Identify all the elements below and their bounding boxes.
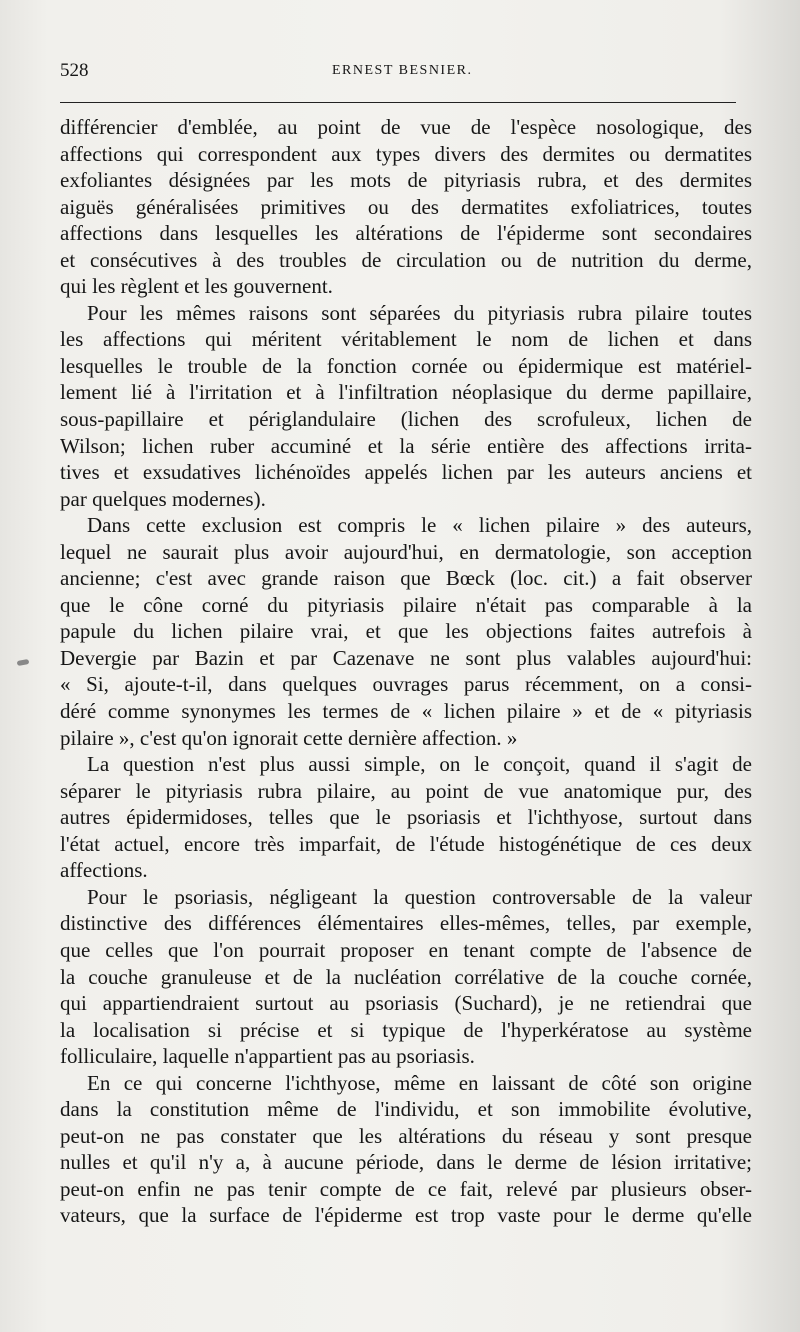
text-line: papule du lichen pilaire vrai, et que les objections faites autrefois à: [60, 619, 752, 644]
text-line: pilaire », c'est qu'on ignorait cette dernière affection. »: [60, 725, 518, 750]
text-line: la localisation si précise et si typique de l'hyperkératose au système: [60, 1017, 752, 1042]
text-line: qui appartiendraient surtout au psoriasis (Suchard), je ne retiendrai que: [60, 991, 752, 1016]
text-line: et consécutives à des troubles de circulation ou de nutrition du derme,: [60, 247, 752, 272]
running-head: ERNEST BESNIER.: [332, 63, 473, 78]
text-line: La question n'est plus aussi simple, on le conçoit, quand il s'agit de: [87, 752, 752, 777]
text-line: Pour le psoriasis, négligeant la question controversable de la valeur: [87, 884, 752, 909]
text-line: exfoliantes désignées par les mots de pityriasis rubra, et des dermites: [60, 168, 752, 193]
text-line: distinctive des différences élémentaires elles-mêmes, telles, par exemple,: [60, 911, 752, 936]
text-line: l'état actuel, encore très imparfait, de l'étude histogénétique de ces deux: [60, 831, 752, 856]
page-number: 528: [60, 60, 89, 81]
text-line: « Si, ajoute-t-il, dans quelques ouvrages parus récemment, on a consi-: [60, 672, 752, 697]
text-line: peut-on ne pas constater que les altérations du réseau y sont presque: [60, 1123, 752, 1148]
text-line: que celles que l'on pourrait proposer en tenant compte de l'absence de: [60, 937, 752, 962]
text-line: nulles et qu'il n'y a, à aucune période, dans le derme de lésion irritative;: [60, 1150, 752, 1175]
text-line: les affections qui méritent véritablement le nom de lichen et dans: [60, 327, 752, 352]
text-line: déré comme synonymes les termes de « lichen pilaire » et de « pityriasis: [60, 699, 752, 724]
header-rule: [60, 102, 736, 103]
text-line: séparer le pityriasis rubra pilaire, au point de vue anatomique pur, des: [60, 778, 752, 803]
text-line: lequel ne saurait plus avoir aujourd'hui, en dermatologie, son acception: [60, 539, 752, 564]
text-line: Wilson; lichen ruber accuminé et la série entière des affections irrita-: [60, 433, 752, 458]
text-line: Pour les mêmes raisons sont séparées du pityriasis rubra pilaire toutes: [87, 300, 752, 325]
text-line: sous-papillaire et périglandulaire (lichen des scrofuleux, lichen de: [60, 407, 752, 432]
text-line: par quelques modernes).: [60, 486, 266, 511]
text-line: Devergie par Bazin et par Cazenave ne sont plus valables aujourd'hui:: [60, 645, 752, 670]
text-line: la couche granuleuse et de la nucléation corrélative de la couche cornée,: [60, 964, 752, 989]
text-line: différencier d'emblée, au point de vue de l'espèce nosologique, des: [60, 115, 752, 139]
text-line: En ce qui concerne l'ichthyose, même en laissant de côté son origine: [87, 1070, 752, 1095]
text-line: que le cône corné du pityriasis pilaire n'était pas comparable à la: [60, 592, 752, 617]
text-line: affections qui correspondent aux types divers des dermites ou dermatites: [60, 141, 752, 166]
text-line: autres épidermidoses, telles que le psoriasis et l'ichthyose, surtout dans: [60, 805, 752, 830]
text-line: affections dans lesquelles les altérations de l'épiderme sont secondaires: [60, 221, 752, 246]
text-line: tives et exsudatives lichénoïdes appelés lichen par les auteurs anciens et: [60, 460, 752, 485]
text-line: ancienne; c'est avec grande raison que Bœck (loc. cit.) a fait observer: [60, 566, 752, 591]
text-line: peut-on enfin ne pas tenir compte de ce fait, relevé par plusieurs obser-: [60, 1176, 752, 1201]
text-line: affections.: [60, 858, 148, 883]
body-text: [60, 114, 752, 1229]
text-line: lement lié à l'irritation et à l'infiltration néoplasique du derme papillaire,: [60, 380, 752, 405]
text-line: lesquelles le trouble de la fonction cornée ou épidermique est matériel-: [60, 353, 752, 378]
text-line: folliculaire, laquelle n'appartient pas au psoriasis.: [60, 1044, 475, 1069]
text-line: qui les règlent et les gouvernent.: [60, 274, 333, 299]
margin-ink-mark: [17, 659, 30, 666]
text-line: dans la constitution même de l'individu, et son immobilite évolutive,: [60, 1097, 752, 1122]
text-line: aiguës généralisées primitives ou des dermatites exfoliatrices, toutes: [60, 194, 752, 219]
text-line: vateurs, que la surface de l'épiderme est trop vaste pour le derme qu'elle: [60, 1203, 752, 1228]
text-line: Dans cette exclusion est compris le « lichen pilaire » des auteurs,: [87, 513, 752, 538]
page-header: [60, 60, 736, 84]
